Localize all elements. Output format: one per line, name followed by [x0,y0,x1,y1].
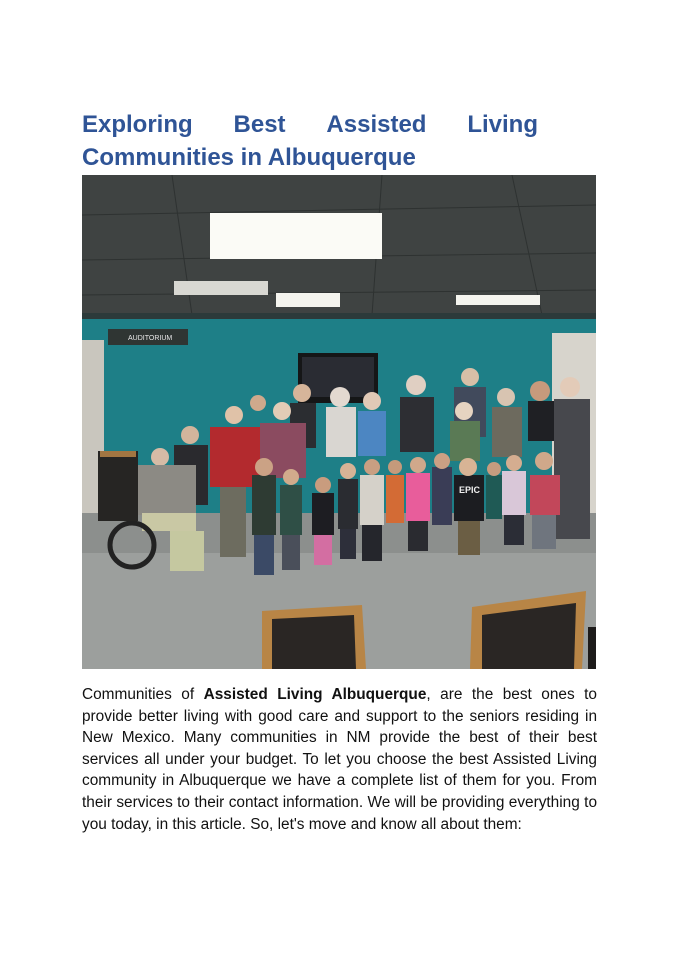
intro-lead: Communities of [82,686,204,703]
intro-keyword: Assisted Living Albuquerque [203,686,427,703]
title-word: Living [467,111,538,138]
ceiling-light [210,213,382,259]
intro-rest: , are the best ones to provide better living with good care and support to the seniors residing in New Mexico. Many communities in NM provide the best of their best services all under your budget. To let you choose the best Assisted Living community in Albuquerque we have a complete list of them for you. From their services to their contact information. We will be providing everything to you today, in this article. So, let's move and know all about them: [82,686,597,833]
title-line-2: Communities in Albuquerque [82,144,416,171]
ceiling-light [456,295,540,305]
title-line-1 [82,108,538,141]
article-intro [82,684,597,835]
title-word: Exploring [82,111,193,138]
article-title [82,108,538,174]
title-word: Best [233,111,286,138]
auditorium-sign-text: AUDITORIUM [128,335,173,342]
ceiling-vent [174,281,268,295]
title-word: Assisted [326,111,427,138]
group-photo [82,175,596,669]
ceiling-light [276,293,340,307]
epic-shirt-text: EPIC [459,485,481,495]
